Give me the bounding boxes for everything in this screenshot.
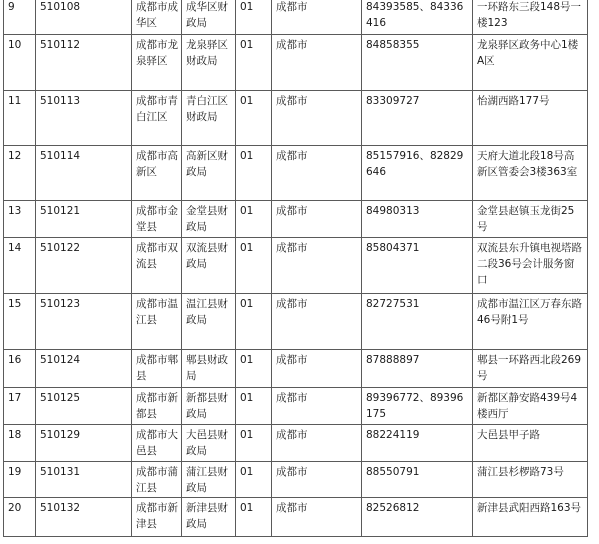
department-cell: 新津县财政局 (182, 498, 236, 537)
table-row (4, 462, 588, 498)
type-cell: 01 (236, 91, 272, 146)
region-cell: 成都市成华区 (132, 0, 182, 35)
type-cell: 01 (236, 498, 272, 537)
city-cell: 成都市 (272, 201, 362, 238)
row-number-cell: 20 (4, 498, 36, 537)
region-cell: 成都市金堂县 (132, 201, 182, 238)
table-body (4, 0, 588, 537)
table-row (4, 91, 588, 146)
region-cell: 成都市新津县 (132, 498, 182, 537)
type-cell: 01 (236, 201, 272, 238)
city-cell: 成都市 (272, 498, 362, 537)
table-row (4, 238, 588, 294)
phone-cell: 82727531 (362, 294, 473, 350)
phone-cell: 89396772、89396175 (362, 388, 473, 425)
department-cell: 蒲江县财政局 (182, 462, 236, 498)
code-cell: 510113 (36, 91, 132, 146)
department-cell: 金堂县财政局 (182, 201, 236, 238)
code-cell: 510132 (36, 498, 132, 537)
department-cell: 青白江区财政局 (182, 91, 236, 146)
department-cell: 郫县财政局 (182, 350, 236, 388)
row-number-cell: 10 (4, 35, 36, 91)
address-cell: 金堂县赵镇玉龙街25号 (473, 201, 588, 238)
type-cell: 01 (236, 350, 272, 388)
row-number-cell: 16 (4, 350, 36, 388)
department-cell: 新都县财政局 (182, 388, 236, 425)
table-row (4, 201, 588, 238)
row-number-cell: 18 (4, 425, 36, 462)
type-cell: 01 (236, 146, 272, 201)
department-cell: 龙泉驿区财政局 (182, 35, 236, 91)
code-cell: 510112 (36, 35, 132, 91)
row-number-cell: 17 (4, 388, 36, 425)
address-cell: 龙泉驿区政务中心1楼A区 (473, 35, 588, 91)
region-cell: 成都市郫县 (132, 350, 182, 388)
table-row (4, 35, 588, 91)
code-cell: 510121 (36, 201, 132, 238)
row-number-cell: 19 (4, 462, 36, 498)
department-cell: 大邑县财政局 (182, 425, 236, 462)
row-number-cell: 9 (4, 0, 36, 35)
row-number-cell: 15 (4, 294, 36, 350)
code-cell: 510114 (36, 146, 132, 201)
phone-cell: 88550791 (362, 462, 473, 498)
phone-cell: 84393585、84336416 (362, 0, 473, 35)
address-cell: 郫县一环路西北段269号 (473, 350, 588, 388)
city-cell: 成都市 (272, 91, 362, 146)
region-cell: 成都市龙泉驿区 (132, 35, 182, 91)
address-cell: 新都区静安路439号4楼西厅 (473, 388, 588, 425)
code-cell: 510122 (36, 238, 132, 294)
type-cell: 01 (236, 294, 272, 350)
code-cell: 510129 (36, 425, 132, 462)
row-number-cell: 14 (4, 238, 36, 294)
phone-cell: 82526812 (362, 498, 473, 537)
address-cell: 怡湖西路177号 (473, 91, 588, 146)
address-cell: 天府大道北段18号高新区管委会3楼363室 (473, 146, 588, 201)
phone-cell: 85804371 (362, 238, 473, 294)
city-cell: 成都市 (272, 350, 362, 388)
city-cell: 成都市 (272, 238, 362, 294)
type-cell: 01 (236, 35, 272, 91)
city-cell: 成都市 (272, 425, 362, 462)
phone-cell: 87888897 (362, 350, 473, 388)
department-cell: 温江县财政局 (182, 294, 236, 350)
phone-cell: 84980313 (362, 201, 473, 238)
region-cell: 成都市大邑县 (132, 425, 182, 462)
city-cell: 成都市 (272, 146, 362, 201)
table-row (4, 350, 588, 388)
table-row (4, 294, 588, 350)
table-row (4, 0, 588, 35)
phone-cell: 84858355 (362, 35, 473, 91)
city-cell: 成都市 (272, 294, 362, 350)
phone-cell: 88224119 (362, 425, 473, 462)
address-cell: 大邑县甲子路 (473, 425, 588, 462)
type-cell: 01 (236, 425, 272, 462)
address-cell: 一环路东三段148号一楼123 (473, 0, 588, 35)
region-cell: 成都市新都县 (132, 388, 182, 425)
region-cell: 成都市蒲江县 (132, 462, 182, 498)
region-cell: 成都市青白江区 (132, 91, 182, 146)
type-cell: 01 (236, 388, 272, 425)
phone-cell: 85157916、82829646 (362, 146, 473, 201)
table-row (4, 498, 588, 537)
code-cell: 510123 (36, 294, 132, 350)
region-cell: 成都市双流县 (132, 238, 182, 294)
city-cell: 成都市 (272, 388, 362, 425)
city-cell: 成都市 (272, 462, 362, 498)
row-number-cell: 11 (4, 91, 36, 146)
department-cell: 高新区财政局 (182, 146, 236, 201)
region-cell: 成都市高新区 (132, 146, 182, 201)
type-cell: 01 (236, 0, 272, 35)
type-cell: 01 (236, 238, 272, 294)
code-cell: 510131 (36, 462, 132, 498)
address-cell: 新津县武阳西路163号 (473, 498, 588, 537)
code-cell: 510124 (36, 350, 132, 388)
address-cell: 双流县东升镇电视塔路二段36号会计服务窗口 (473, 238, 588, 294)
code-cell: 510108 (36, 0, 132, 35)
phone-cell: 83309727 (362, 91, 473, 146)
type-cell: 01 (236, 462, 272, 498)
department-cell: 双流县财政局 (182, 238, 236, 294)
city-cell: 成都市 (272, 35, 362, 91)
address-cell: 成都市温江区万春东路46号附1号 (473, 294, 588, 350)
department-cell: 成华区财政局 (182, 0, 236, 35)
region-cell: 成都市温江县 (132, 294, 182, 350)
row-number-cell: 12 (4, 146, 36, 201)
city-cell: 成都市 (272, 0, 362, 35)
table-row (4, 388, 588, 425)
code-cell: 510125 (36, 388, 132, 425)
table-row (4, 425, 588, 462)
table-row (4, 146, 588, 201)
address-cell: 蒲江县杉椤路73号 (473, 462, 588, 498)
finance-bureau-table (3, 0, 588, 537)
row-number-cell: 13 (4, 201, 36, 238)
